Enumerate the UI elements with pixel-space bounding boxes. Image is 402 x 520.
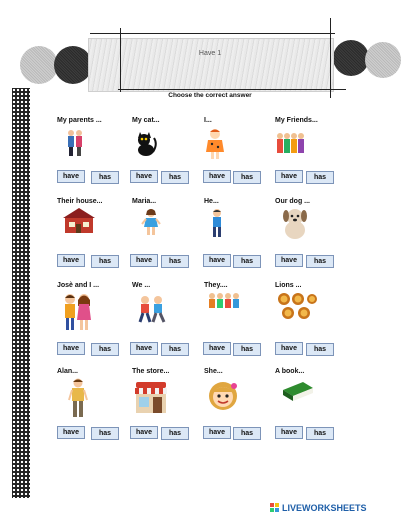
item-label: Our dog ... — [275, 198, 310, 205]
answer-has-button[interactable]: has — [233, 427, 261, 440]
decor-circle-right-grey — [365, 42, 401, 78]
answer-have-button[interactable]: have — [203, 254, 231, 267]
kids-playing-icon — [137, 294, 167, 324]
answer-have-button[interactable]: have — [275, 426, 303, 439]
answer-has-button[interactable]: has — [161, 343, 189, 356]
boy-icon — [209, 208, 225, 238]
answer-have-button[interactable]: have — [57, 170, 85, 183]
answer-have-button[interactable]: have — [203, 342, 231, 355]
answer-has-button[interactable]: has — [233, 255, 261, 268]
header-band — [88, 38, 334, 92]
answer-have-button[interactable]: have — [130, 254, 158, 267]
header-line-top — [90, 33, 335, 34]
answer-have-button[interactable]: have — [130, 426, 158, 439]
header-line-right — [330, 18, 331, 98]
instruction-text: Choose the correct answer — [168, 92, 252, 99]
girl-face-icon — [206, 380, 240, 412]
store-icon — [133, 380, 169, 414]
girl-cartoon-icon — [205, 128, 225, 160]
item-label: They.... — [204, 282, 228, 289]
man-icon — [68, 378, 88, 418]
answer-has-button[interactable]: has — [91, 343, 119, 356]
dotted-side-border — [12, 88, 30, 498]
answer-has-button[interactable]: has — [306, 427, 334, 440]
house-icon — [61, 206, 97, 234]
friends-group-icon — [276, 131, 306, 155]
answer-has-button[interactable]: has — [91, 171, 119, 184]
header-line-left — [120, 28, 121, 92]
girl-icon — [141, 208, 161, 236]
item-label: My cat... — [132, 117, 160, 124]
item-label: My parents ... — [57, 117, 102, 124]
brand-footer: LIVEWORKSHEETS — [282, 503, 367, 513]
answer-has-button[interactable]: has — [233, 343, 261, 356]
book-icon — [281, 380, 315, 402]
decor-circle-right-dark — [333, 40, 369, 76]
answer-have-button[interactable]: have — [57, 254, 85, 267]
item-label: A book... — [275, 368, 305, 375]
decor-circle-left-grey — [20, 46, 58, 84]
answer-has-button[interactable]: has — [161, 171, 189, 184]
lions-icon — [276, 291, 318, 321]
parents-icon — [66, 129, 84, 157]
answer-have-button[interactable]: have — [203, 170, 231, 183]
children-group-icon — [208, 292, 242, 310]
item-label: Alan... — [57, 368, 79, 375]
item-label: We ... — [132, 282, 151, 289]
answer-have-button[interactable]: have — [130, 342, 158, 355]
answer-has-button[interactable]: has — [91, 255, 119, 268]
decor-circle-left-dark — [54, 46, 92, 84]
dog-icon — [281, 206, 309, 240]
item-label: She... — [204, 368, 223, 375]
answer-has-button[interactable]: has — [306, 255, 334, 268]
two-kids-icon — [62, 292, 92, 332]
answer-have-button[interactable]: have — [130, 170, 158, 183]
item-label: The store... — [132, 368, 170, 375]
answer-have-button[interactable]: have — [275, 254, 303, 267]
answer-has-button[interactable]: has — [306, 343, 334, 356]
header-line-bottom — [118, 89, 346, 90]
item-label: Josè and I ... — [57, 282, 100, 289]
liveworksheets-logo-icon — [270, 503, 280, 513]
answer-have-button[interactable]: have — [275, 170, 303, 183]
item-label: Lions ... — [275, 282, 302, 289]
answer-have-button[interactable]: have — [57, 426, 85, 439]
item-label: He... — [204, 198, 219, 205]
item-label: My Friends... — [275, 117, 318, 124]
answer-has-button[interactable]: has — [91, 427, 119, 440]
cat-icon — [134, 130, 158, 156]
answer-has-button[interactable]: has — [161, 255, 189, 268]
item-label: Maria... — [132, 198, 157, 205]
item-label: Their house... — [57, 198, 103, 205]
answer-have-button[interactable]: have — [57, 342, 85, 355]
answer-has-button[interactable]: has — [306, 171, 334, 184]
answer-have-button[interactable]: have — [203, 426, 231, 439]
answer-has-button[interactable]: has — [161, 427, 189, 440]
answer-has-button[interactable]: has — [233, 171, 261, 184]
item-label: I... — [204, 117, 212, 124]
answer-have-button[interactable]: have — [275, 342, 303, 355]
worksheet-title: Have 1 — [198, 50, 222, 57]
